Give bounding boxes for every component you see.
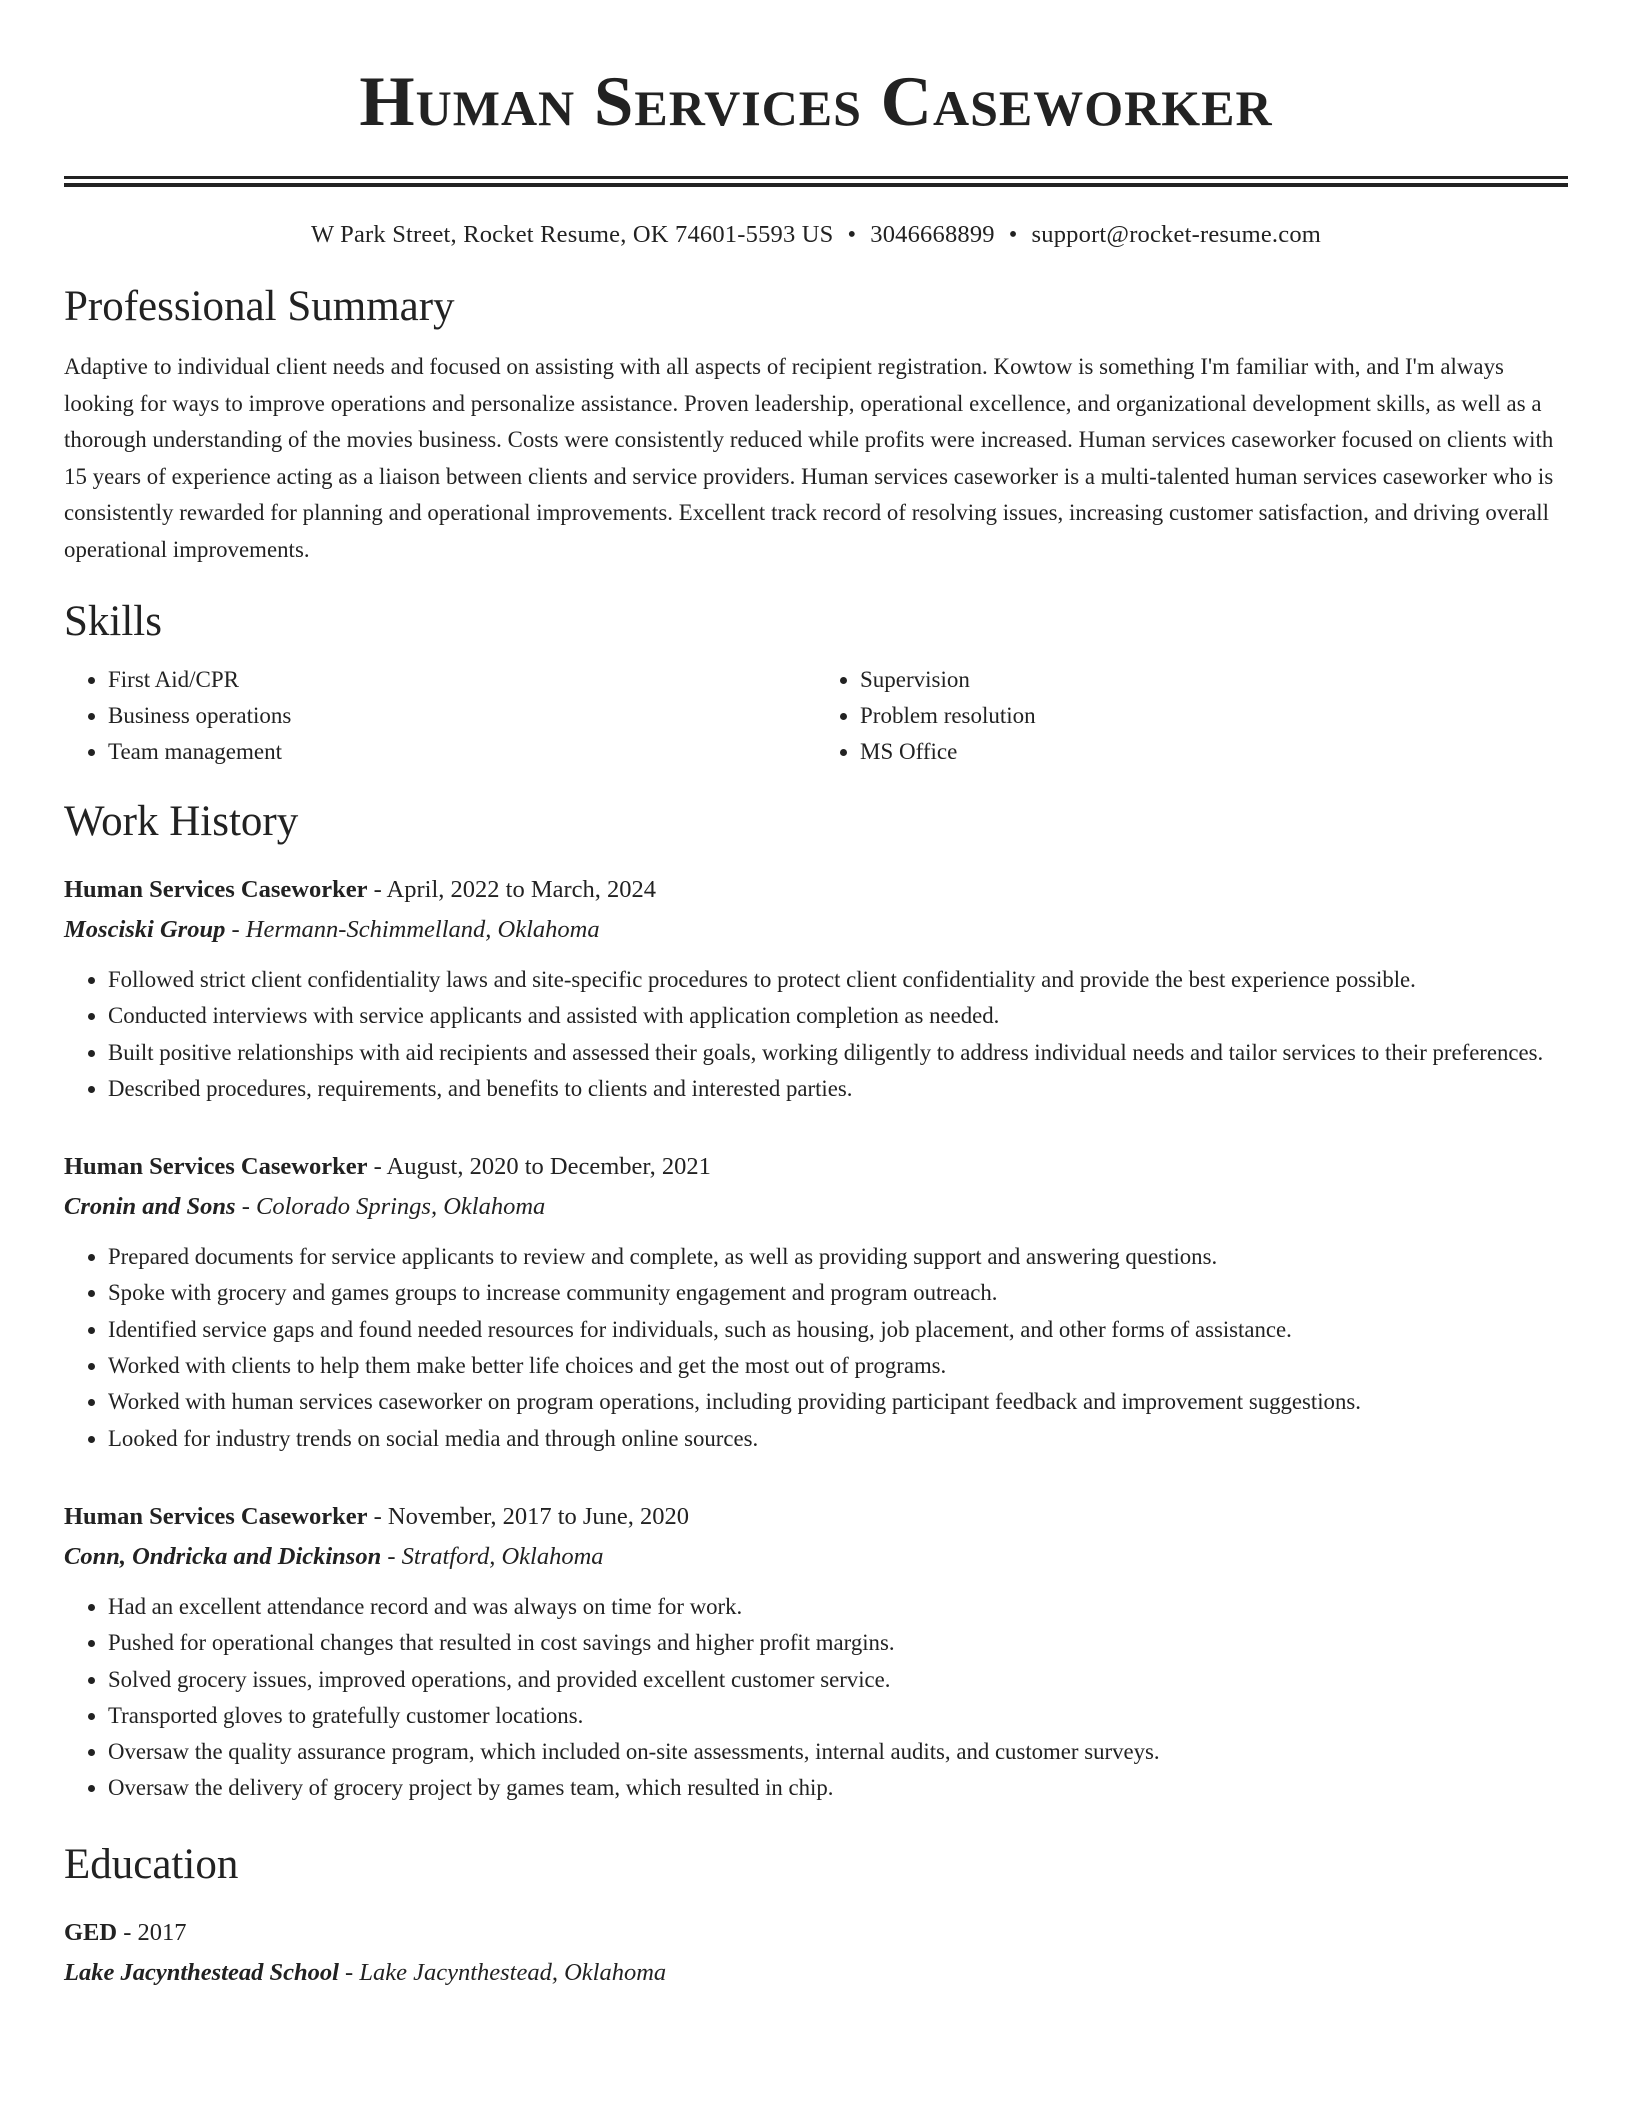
education-location: Lake Jacynthestead, Oklahoma xyxy=(359,1958,667,1986)
job-entry xyxy=(64,1497,1568,1807)
job-position: Human Services Caseworker xyxy=(64,1502,368,1530)
skills-column-right xyxy=(816,662,1568,770)
job-location: Stratford, Oklahoma xyxy=(401,1542,604,1570)
education-year: 2017 xyxy=(137,1918,187,1946)
job-company: Cronin and Sons xyxy=(64,1193,236,1221)
job-bullet: • Solved grocery issues, improved operations, and provided excellent customer service. xyxy=(108,1662,1568,1698)
contact-address: W Park Street, Rocket Resume, OK 74601-5593 US xyxy=(310,221,834,248)
contact-phone: 3046668899 xyxy=(870,221,995,248)
job-employer: Cronin and Sons - Colorado Springs, Oklahoma xyxy=(64,1193,546,1221)
job-position: Human Services Caseworker xyxy=(64,1153,368,1181)
job-bullet: • Pushed for operational changes that resulted in cost savings and higher profit margins. xyxy=(108,1625,1568,1661)
skill-item: • First Aid/CPR xyxy=(108,662,816,698)
job-entry xyxy=(64,1147,1568,1457)
job-header: Human Services Caseworker - August, 2020 to December, 2021 xyxy=(64,1153,711,1181)
work-history-heading: Work History xyxy=(64,798,299,845)
skill-item: • Business operations xyxy=(108,698,816,734)
job-company: Conn, Ondricka and Dickinson xyxy=(64,1542,382,1570)
job-location: Colorado Springs, Oklahoma xyxy=(256,1193,546,1221)
contact-line xyxy=(64,219,1568,251)
job-bullet: • Worked with clients to help them make better life choices and get the most out of programs. xyxy=(108,1348,1568,1384)
resume-name: Human Services Caseworker xyxy=(359,63,1273,141)
education-school: Lake Jacynthestead School xyxy=(64,1958,339,1986)
job-dates: April, 2022 to March, 2024 xyxy=(386,876,657,903)
contact-email: support@rocket-resume.com xyxy=(1031,221,1322,248)
job-bullet: • Identified service gaps and found needed resources for individuals, such as housing, job placement, and other forms of assistance. xyxy=(108,1312,1568,1348)
contact-separator: • xyxy=(847,221,857,248)
summary-heading: Professional Summary xyxy=(64,283,455,330)
skill-item: • MS Office xyxy=(860,734,1568,770)
job-entry xyxy=(64,870,1568,1107)
skills-list xyxy=(64,662,1568,770)
job-bullets xyxy=(64,962,1568,1107)
education-header: GED - 2017 xyxy=(64,1918,187,1946)
job-employer: Conn, Ondricka and Dickinson - Stratford, Oklahoma xyxy=(64,1542,604,1570)
skill-item: • Problem resolution xyxy=(860,698,1568,734)
education-heading: Education xyxy=(64,1840,239,1888)
job-employer: Mosciski Group - Hermann-Schimmelland, Oklahoma xyxy=(64,916,600,943)
job-bullet: • Conducted interviews with service applicants and assisted with application completion as needed. xyxy=(108,998,1568,1034)
job-bullet: • Followed strict client confidentiality laws and site-specific procedures to protect client confidentiality and provide the best experience possible. xyxy=(108,962,1568,998)
job-bullets xyxy=(64,1589,1568,1807)
job-bullet: • Oversaw the quality assurance program, which included on-site assessments, internal audits, and customer surveys. xyxy=(108,1734,1568,1770)
skill-item: • Team management xyxy=(108,734,816,770)
skills-column-left xyxy=(64,662,816,770)
job-location: Hermann-Schimmelland, Oklahoma xyxy=(245,916,600,943)
contact-separator: • xyxy=(1008,221,1018,248)
job-dates: August, 2020 to December, 2021 xyxy=(386,1153,711,1181)
job-bullet: • Built positive relationships with aid recipients and assessed their goals, working diligently to address individual needs and tailor services to their preferences. xyxy=(108,1035,1568,1071)
job-header: Human Services Caseworker - April, 2022 to March, 2024 xyxy=(64,876,657,903)
job-bullet: • Had an excellent attendance record and was always on time for work. xyxy=(108,1589,1568,1625)
header-divider xyxy=(64,176,1568,187)
job-company: Mosciski Group xyxy=(64,916,226,943)
job-header: Human Services Caseworker - November, 2017 to June, 2020 xyxy=(64,1502,690,1530)
job-position: Human Services Caseworker xyxy=(64,876,368,903)
skill-item: • Supervision xyxy=(860,662,1568,698)
job-bullet: • Oversaw the delivery of grocery project by games team, which resulted in chip. xyxy=(108,1770,1568,1806)
job-bullet: • Described procedures, requirements, and benefits to clients and interested parties. xyxy=(108,1071,1568,1107)
summary-text: Adaptive to individual client needs and focused on assisting with all aspects of recipient registration. Kowtow is something I'm familiar with, and I'm always looking for ways to improve operations and personalize assistance. Proven leadership, operational excellence, and organizational development skills, as well as a thorough understanding of the movies business. Costs were consistently reduced while profits were increased. Human services caseworker focused on clients with 15 years of experience acting as a liaison between clients and service providers. Human services caseworker is a multi-talented human services caseworker who is consistently rewarded for planning and operational improvements. Excellent track record of resolving issues, increasing customer satisfaction, and driving overall operational improvements. xyxy=(64,354,1554,562)
education-entry xyxy=(64,1913,1568,1993)
education-degree: GED xyxy=(64,1918,118,1946)
job-bullet: • Transported gloves to gratefully customer locations. xyxy=(108,1698,1568,1734)
job-dates: November, 2017 to June, 2020 xyxy=(387,1502,690,1530)
job-bullets xyxy=(64,1239,1568,1457)
skills-heading: Skills xyxy=(64,598,162,645)
education-institution: Lake Jacynthestead School - Lake Jacynthestead, Oklahoma xyxy=(64,1958,667,1986)
job-bullet: • Looked for industry trends on social media and through online sources. xyxy=(108,1421,1568,1457)
job-bullet: • Worked with human services caseworker on program operations, including providing participant feedback and improvement suggestions. xyxy=(108,1384,1568,1420)
job-bullet: • Prepared documents for service applicants to review and complete, as well as providing support and answering questions. xyxy=(108,1239,1568,1275)
job-bullet: • Spoke with grocery and games groups to increase community engagement and program outreach. xyxy=(108,1275,1568,1311)
